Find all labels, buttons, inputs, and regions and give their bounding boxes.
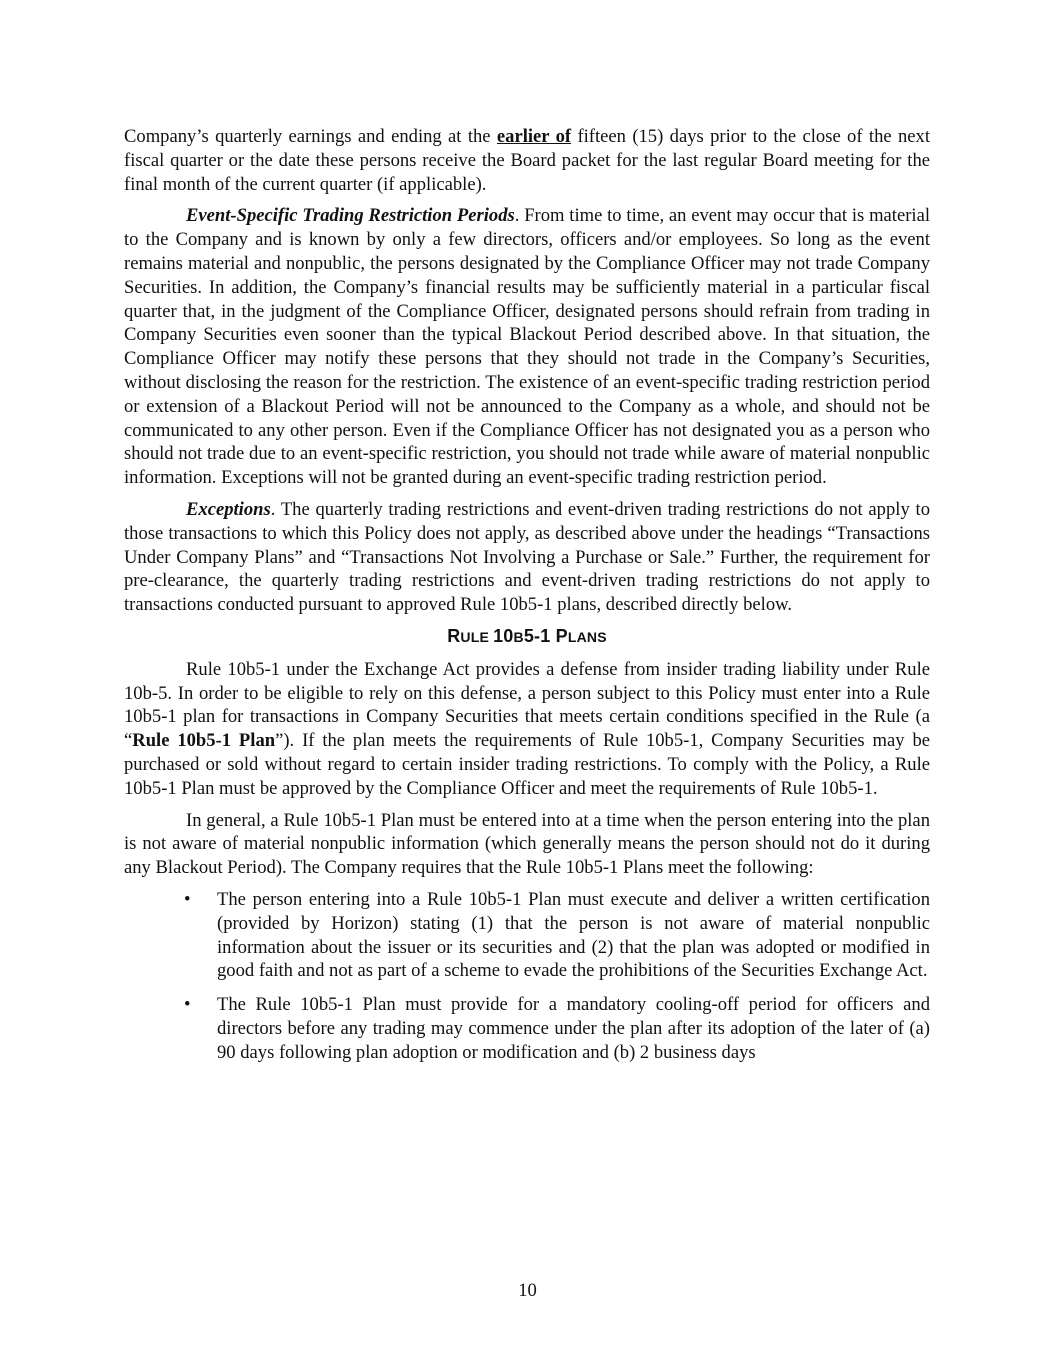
paragraph-blackout-end: Company’s quarterly earnings and ending at the earlier of fifteen (15) days prior to the close of the next fiscal quarter or the date these persons receive the Board packet for the last regular Board meeting for the final month of the current quarter (if applicable). — [124, 126, 930, 195]
bullet-icon: • — [184, 888, 191, 910]
list-item: • The Rule 10b5-1 Plan must provide for a mandatory cooling-off period for officers and directors before any trading may commence under the plan after its adoption of the later of (a) 90 days following plan adoption or modification and (b) 2 business days — [184, 994, 930, 1063]
paragraph-event-specific: Event-Specific Trading Restriction Periods. From time to time, an event may occur that is material to the Company and is known by only a few directors, officers and/or employees. So long as the event remains material and nonpublic, the persons designated by the Compliance Officer may not trade Company Securities. In addition, the Company’s financial results may be sufficiently material in a particular fiscal quarter that, in the judgment of the Compliance Officer, designated persons should refrain from trading in Company Securities even sooner than the typical Blackout Period described above. In that situation, the Compliance Officer may notify these persons that they should not trade in the Company’s Securities, without disclosing the reason for the restriction. The existence of an event-specific trading restriction period or extension of a Blackout Period will not be announced to the Company as a whole, and should not be communicated to any other person. Even if the Compliance Officer has not designated you as a person who should not trade due to an event-specific restriction, you should not trade while aware of material nonpublic information. Exceptions will not be granted during an event-specific trading restriction period. — [124, 205, 931, 489]
document-body — [124, 125, 930, 1074]
list-item: • The person entering into a Rule 10b5-1 Plan must execute and deliver a written certification (provided by Horizon) stating (1) that the person is not aware of material nonpublic information about the issuer or its securities and (2) that the plan was adopted or modified in good faith and not as part of a scheme to evade the prohibitions of the Securities Exchange Act. — [184, 888, 930, 982]
page-number: 10 — [518, 1280, 537, 1301]
paragraph-general: In general, a Rule 10b5-1 Plan must be entered into at a time when the person entering into the plan is not aware of material nonpublic information (which generally means the person should not do it during any Blackout Period). The Company requires that the Rule 10b5-1 Plans meet the following: — [124, 809, 930, 879]
bullet-icon: • — [184, 994, 191, 1016]
rule-plan-defined-term: Rule 10b5-1 Plan — [132, 730, 276, 752]
requirements-list — [124, 888, 930, 1065]
earlier-of-emphasis: earlier of — [496, 126, 572, 147]
section-heading-rule-10b5-1-plans: RULE 10B5-1 PLANS — [447, 625, 607, 646]
paragraph-exceptions: Exceptions. The quarterly trading restrictions and event-driven trading restrictions do not apply to those transactions to which this Policy does not apply, as described above under the headings “Transactions Under Company Plans” and “Transactions Not Involving a Purchase or Sale.” Further, the requirement for pre-clearance, the quarterly trading restrictions and event-driven trading restrictions do not apply to transactions conducted pursuant to approved Rule 10b5-1 plans, described directly below. — [124, 498, 930, 616]
event-specific-lead: Event-Specific Trading Restriction Periods — [186, 205, 515, 227]
paragraph-rule-defense: Rule 10b5-1 under the Exchange Act provides a defense from insider trading liability under Rule 10b-5. In order to be eligible to rely on this defense, a person subject to this Policy must enter into a Rule 10b5-1 plan for transactions in Company Securities that meets certain conditions specified in the Rule (a “Rule 10b5-1 Plan”). If the plan meets the requirements of Rule 10b5-1, Company Securities may be purchased or sold without regard to certain insider trading restrictions. To comply with the Policy, a Rule 10b5-1 Plan must be approved by the Compliance Officer and meet the requirements of Rule 10b5-1. — [124, 658, 930, 799]
exceptions-lead: Exceptions — [186, 498, 271, 520]
